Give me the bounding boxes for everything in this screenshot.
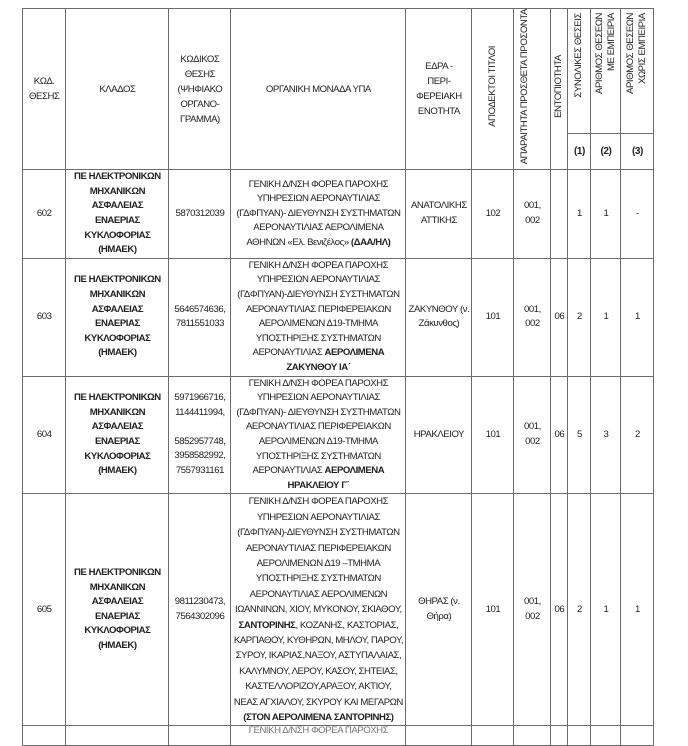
position-code-a: 5971966716, 1144411994, xyxy=(174,392,226,419)
branch: ΠΕ ΗΛΕΚΤΡΟΝΙΚΩΝ ΜΗΧΑΝΙΚΩΝ ΑΣΦΑΛΕΙΑΣ ΕΝΑΕΡΙΑΣ ΚΥΚΛΟΦΟΡΙΑΣ (ΗΜΑΕΚ) xyxy=(66,170,169,259)
header-locality xyxy=(551,9,568,170)
code: 602 xyxy=(23,170,66,259)
org-unit-text: ΓΕΝΙΚΗ Δ/ΝΣΗ ΦΟΡΕΑ ΠΑΡΟΧΗΣ ΥΠΗΡΕΣΙΩΝ ΑΕΡΟΝΑΥΤΙΛΙΑΣ (ΓΔΦΠΥΑΝ)-ΔΙΕΥΘΥΝΣΗ ΣΥΣΤΗΜΑΤΩΝ ΑΕΡΟΝΑΥΤΙΛΙΑΣ ΠΕΡΙΦΕΡΕΙΑΚΩΝ ΑΕΡΟΛΙΜΕΝΩΝ Δ19-ΤΜΗΜΑ ΥΠΟΣΤΗΡΙΞΗΣ ΣΥΣΤΗΜΑΤΩΝ ΑΕΡΟΝΑΥΤΙΛΙΑΣ xyxy=(237,259,400,359)
total: 1 xyxy=(568,170,591,259)
org-unit xyxy=(231,170,406,259)
org-unit-text: ΓΕΝΙΚΗ Δ/ΝΣΗ ΦΟΡΕΑ ΠΑΡΟΧΗΣ ΥΠΗΡΕΣΙΩΝ ΑΕΡΟΝΑΥΤΙΛΙΑΣ (ΓΔΦΠΥΑΝ)- ΔΙΕΥΘΥΝΣΗ ΣΥΣΤΗΜΑΤΩΝ ΑΕΡΟΝΑΥΤΙΛΙΑΣ ΠΕΡΙΦΕΡΕΙΑΚΩΝ ΑΕΡΟΛΙΜΕΝΩΝ Δ19-ΤΜΗΜΑ ΥΠΟΣΤΗΡΙΞΗΣ ΣΥΣΤΗΜΑΤΩΝ ΑΕΡΟΝΑΥΤΙΛΙΑΣ xyxy=(236,377,401,477)
org-unit-bold: ΑΕΡΟΛΙΜΕΝΑ ΗΡΑΚΛΕΙΟΥ Γ΄ xyxy=(287,465,385,491)
position-code xyxy=(169,376,231,494)
without-exp: 2 xyxy=(621,376,654,494)
with-exp: 1 xyxy=(591,494,621,726)
table-row xyxy=(23,258,654,376)
code: 603 xyxy=(23,258,66,376)
branch: ΠΕ ΗΛΕΚΤΡΟΝΙΚΩΝ ΜΗΧΑΝΙΚΩΝ ΑΣΦΑΛΕΙΑΣ ΕΝΑΕΡΙΑΣ ΚΥΚΛΟΦΟΡΙΑΣ (ΗΜΑΕΚ) xyxy=(66,494,169,726)
position-code: 5646574636, 7811551033 xyxy=(169,258,231,376)
header-without-exp-text: ΑΡΙΘΜΟΣ ΘΕΣΕΩΝ ΧΩΡΙΣ ΕΜΠΕΙΡΙΑ xyxy=(625,13,649,94)
titles: 102 xyxy=(472,170,514,259)
table-row xyxy=(23,170,654,259)
without-exp: - xyxy=(621,170,654,259)
table-row-partial xyxy=(23,726,654,746)
org-unit-tail: , ΚΟΖΑΝΗΣ, ΚΑΣΤΟΡΙΑΣ, ΚΑΡΠΑΘΟΥ, ΚΥΘΗΡΩΝ, ΜΗΛΟΥ, ΠΑΡΟΥ, ΣΥΡΟΥ, ΙΚΑΡΙΑΣ,ΝΑΞΟΥ, ΑΣΤΥΠΑΛΑΙΑΣ, ΚΑΛΥΜΝΟΥ, ΛΕΡΟΥ, ΚΑΣΟΥ, ΣΗΤΕΙΑΣ, ΚΑΣΤΕΛΛΟΡΙΖΟΥ,ΑΡΑΞΟΥ, ΑΚΤΙΟΥ, ΝΕΑΣ ΑΓΧΙΑΛΟΥ, ΣΚΥΡΟΥ ΚΑΙ ΜΕΓΑΡΩΝ xyxy=(233,619,403,708)
org-unit-bold-mid: ΣΑΝΤΟΡΙΝΗΣ xyxy=(238,619,296,631)
header-with-exp xyxy=(591,9,621,134)
org-unit-bold: ΑΕΡΟΛΙΜΕΝΑ ΖΑΚΥΝΘΟΥ ΙΑ΄ xyxy=(286,347,385,373)
branch: ΠΕ ΗΛΕΚΤΡΟΝΙΚΩΝ ΜΗΧΑΝΙΚΩΝ ΑΣΦΑΛΕΙΑΣ ΕΝΑΕΡΙΑΣ ΚΥΚΛΟΦΟΡΙΑΣ (ΗΜΑΕΚ) xyxy=(66,258,169,376)
locality: 06 xyxy=(551,376,568,494)
header-titles xyxy=(472,9,514,170)
position-code: 9811230473, 7564302096 xyxy=(169,494,231,726)
header-locality-text: ΕΝΤΟΠΙΟΤΗΤΑ xyxy=(553,55,565,119)
header-position-code: ΚΩΔΙΚΟΣ ΘΕΣΗΣ (ΨΗΦΙΑΚΟ ΟΡΓΑΝΟ-ΓΡΑΜΜΑ) xyxy=(169,9,231,170)
with-exp: 1 xyxy=(591,258,621,376)
header-sub-2: (2) xyxy=(591,133,621,170)
header-sub-3: (3) xyxy=(621,133,654,170)
header-with-exp-text: ΑΡΙΘΜΟΣ ΘΕΣΕΩΝ ΜΕ ΕΜΠΕΙΡΙΑ xyxy=(593,13,617,94)
table-row xyxy=(23,494,654,726)
seat: ΗΡΑΚΛΕΙΟΥ xyxy=(406,376,472,494)
org-unit xyxy=(231,726,406,746)
header-seat: ΕΔΡΑ - ΠΕΡΙ-ΦΕΡΕΙΑΚΗ ΕΝΟΤΗΤΑ xyxy=(406,9,472,170)
quals: 001, 002 xyxy=(514,258,551,376)
header-without-exp xyxy=(621,9,654,134)
positions-table xyxy=(22,8,654,746)
seat: ΘΗΡΑΣ (ν. Θήρα) xyxy=(406,494,472,726)
titles: 101 xyxy=(472,258,514,376)
header-code: ΚΩΔ. ΘΕΣΗΣ xyxy=(23,9,66,170)
header-total-text: ΣΥΝΟΛΙΚΕΣ ΘΕΣΕΙΣ xyxy=(573,13,585,98)
org-unit-text: ΓΕΝΙΚΗ Δ/ΝΣΗ ΦΟΡΕΑ ΠΑΡΟΧΗΣ ΥΠΗΡΕΣΙΩΝ ΑΕΡΟΝΑΥΤΙΛΙΑΣ (ΓΔΦΠΥΑΝ)- ΔΙΕΥΘΥΝΣΗ ΣΥΣΤΗΜΑΤΩΝ ΑΕΡΟΝΑΥΤΙΛΙΑΣ ΑΕΡΟΛΙΜΕΝΑ ΑΘΗΝΩΝ «Ελ. Βενιζέλος» xyxy=(236,178,401,248)
header-titles-text: ΑΠΟΔΕΚΤΟΙ ΤΙΤΛΟΙ xyxy=(486,46,498,128)
header-quals-text: ΑΠΑΡΑΙΤΗΤΑ ΠΡΟΣΘΕΤΑ ΠΡΟΣΟΝΤΑ xyxy=(519,9,531,165)
org-unit-bold: (ΔΑΑ/ΗΛ) xyxy=(350,236,391,248)
seat: ΑΝΑΤΟΛΙΚΗΣ ΑΤΤΙΚΗΣ xyxy=(406,170,472,259)
org-unit xyxy=(231,494,406,726)
locality: 06 xyxy=(551,494,568,726)
with-exp: 3 xyxy=(591,376,621,494)
header-org-unit: ΟΡΓΑΝΙΚΗ ΜΟΝΑΔΑ ΥΠΑ xyxy=(231,9,406,170)
header-quals xyxy=(514,9,551,170)
titles: 101 xyxy=(472,376,514,494)
org-unit-text: ΓΕΝΙΚΗ Δ/ΝΣΗ ΦΟΡΕΑ ΠΑΡΟΧΗΣ xyxy=(248,725,389,737)
org-unit xyxy=(231,258,406,376)
org-unit-bold: (ΣΤΟΝ ΑΕΡΟΛΙΜΕΝΑ ΣΑΝΤΟΡΙΝΗΣ) xyxy=(243,712,394,724)
header-sub-1: (1) xyxy=(568,133,591,170)
position-code-b: 5852957748, 3958582992, 7557931161 xyxy=(174,435,226,476)
quals: 001, 002 xyxy=(514,376,551,494)
position-code: 5870312039 xyxy=(169,170,231,259)
with-exp: 1 xyxy=(591,170,621,259)
total: 2 xyxy=(568,258,591,376)
without-exp: 1 xyxy=(621,494,654,726)
header-branch: ΚΛΑΔΟΣ xyxy=(66,9,169,170)
total: 5 xyxy=(568,376,591,494)
code: 604 xyxy=(23,376,66,494)
quals: 001, 002 xyxy=(514,170,551,259)
locality xyxy=(551,170,568,259)
org-unit xyxy=(231,376,406,494)
seat: ΖΑΚΥΝΘΟΥ (ν. Ζάκυνθος) xyxy=(406,258,472,376)
header-total xyxy=(568,9,591,134)
org-unit-text: ΓΕΝΙΚΗ Δ/ΝΣΗ ΦΟΡΕΑ ΠΑΡΟΧΗΣ ΥΠΗΡΕΣΙΩΝ ΑΕΡΟΝΑΥΤΙΛΙΑΣ (ΓΔΦΠΥΑΝ)-ΔΙΕΥΘΥΝΣΗ ΣΥΣΤΗΜΑΤΩΝ ΑΕΡΟΝΑΥΤΙΛΙΑΣ ΠΕΡΙΦΕΡΕΙΑΚΩΝ ΑΕΡΟΛΙΜΕΝΩΝ Δ19 –ΤΜΗΜΑ ΥΠΟΣΤΗΡΙΞΗΣ ΣΥΣΤΗΜΑΤΩΝ ΑΕΡΟΝΑΥΤΙΛΙΑΣ ΑΕΡΟΛΙΜΕΝΩΝ ΙΩΑΝΝΙΝΩΝ, ΧΙΟΥ, ΜΥΚΟΝΟΥ, ΣΚΙΑΘΟΥ, xyxy=(235,496,402,616)
locality: 06 xyxy=(551,258,568,376)
titles: 101 xyxy=(472,494,514,726)
code: 605 xyxy=(23,494,66,726)
total: 2 xyxy=(568,494,591,726)
branch: ΠΕ ΗΛΕΚΤΡΟΝΙΚΩΝ ΜΗΧΑΝΙΚΩΝ ΑΣΦΑΛΕΙΑΣ ΕΝΑΕΡΙΑΣ ΚΥΚΛΟΦΟΡΙΑΣ (ΗΜΑΕΚ) xyxy=(66,376,169,494)
without-exp: 1 xyxy=(621,258,654,376)
quals: 001, 002 xyxy=(514,494,551,726)
table-row xyxy=(23,376,654,494)
